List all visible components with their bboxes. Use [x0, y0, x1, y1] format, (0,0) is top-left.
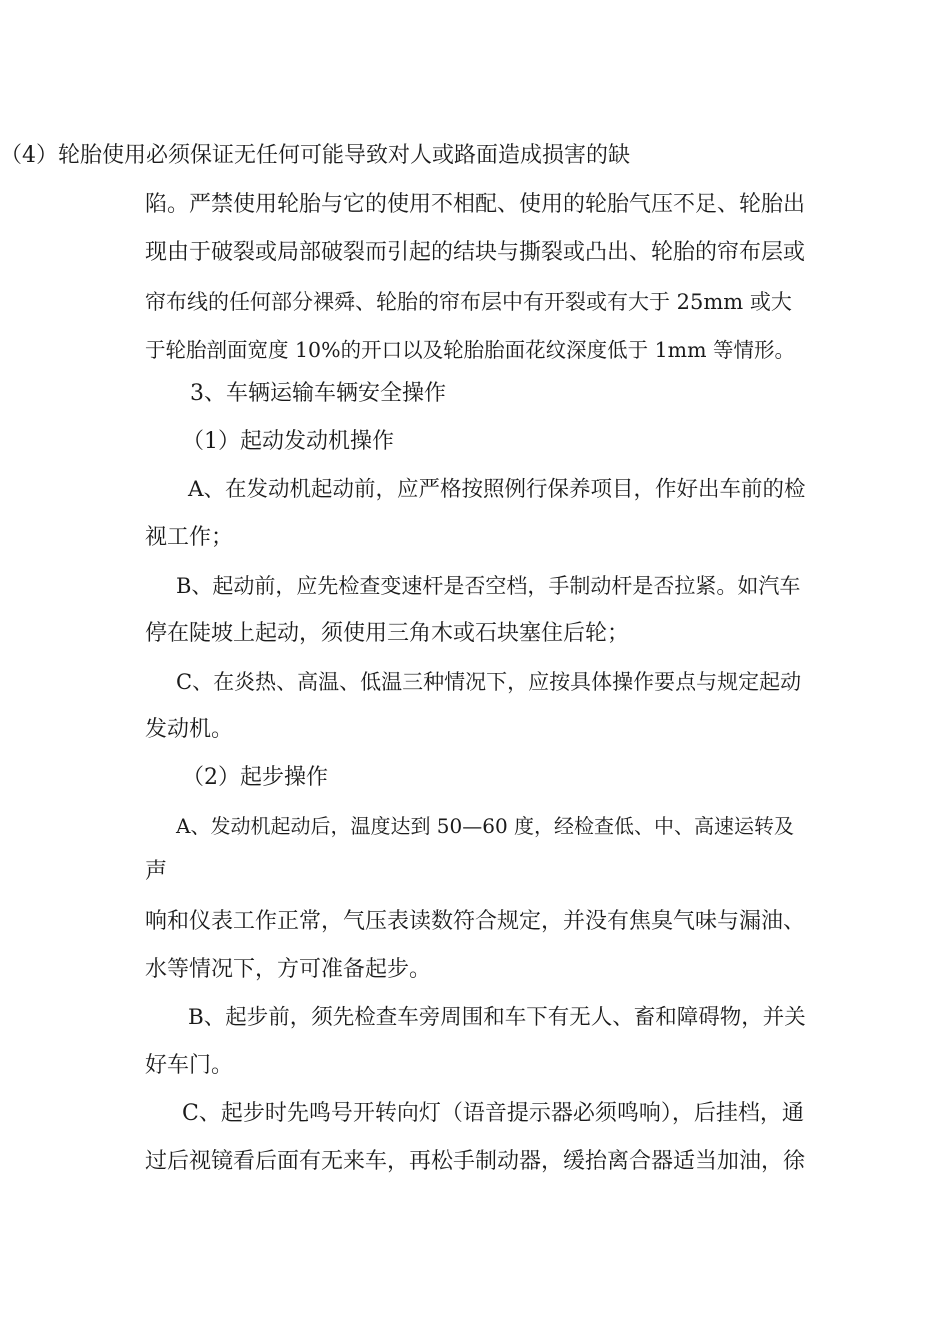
subsection-heading: （2）起步操作 — [182, 765, 328, 790]
text-line: 于轮胎剖面宽度 10%的开口以及轮胎胎面花纹深度低于 1mm 等情形。 — [145, 338, 796, 362]
text-line: 响和仪表工作正常，气压表读数符合规定，并没有焦臭气味与漏油、 — [145, 909, 806, 934]
subsection-heading: （1）起动发动机操作 — [182, 429, 394, 454]
text-line: A、在发动机起动前，应严格按照例行保养项目，作好出车前的检 — [188, 477, 806, 502]
text-line: （4）轮胎使用必须保证无任何可能导致对人或路面造成损害的缺 — [0, 143, 630, 168]
text-line: 好车门。 — [145, 1053, 234, 1078]
text-line: 发动机。 — [145, 717, 234, 742]
text-line: C、起步时先鸣号开转向灯（语音提示器必须鸣响），后挂档，通 — [182, 1101, 804, 1126]
text-line: B、起动前，应先检查变速杆是否空档，手制动杆是否拉紧。如汽车 — [176, 574, 801, 598]
text-line: 现由于破裂或局部破裂而引起的结块与撕裂或凸出、轮胎的帘布层或 — [145, 240, 806, 265]
text-line: A、发动机起动后，温度达到 50—60 度，经检查低、中、高速运转及 — [176, 814, 795, 838]
text-line: 陷。严禁使用轮胎与它的使用不相配、使用的轮胎气压不足、轮胎出 — [145, 192, 806, 217]
section-heading: 3、车辆运输车辆安全操作 — [190, 381, 446, 406]
text-line: C、在炎热、高温、低温三种情况下，应按具体操作要点与规定起动 — [176, 670, 802, 694]
text-line: 水等情况下，方可准备起步。 — [145, 957, 432, 982]
text-line: B、起步前，须先检查车旁周围和车下有无人、畜和障碍物，并关 — [188, 1005, 806, 1030]
text-line: 帘布线的任何部分裸舜、轮胎的帘布层中有开裂或有大于 25mm 或大 — [145, 290, 792, 314]
text-line: 视工作； — [145, 525, 234, 550]
text-line: 过后视镜看后面有无来车，再松手制动器，缓抬离合器适当加油，徐 — [145, 1149, 806, 1174]
text-line: 停在陡坡上起动，须使用三角木或石块塞住后轮； — [145, 621, 630, 646]
text-line: 声 — [145, 859, 168, 884]
